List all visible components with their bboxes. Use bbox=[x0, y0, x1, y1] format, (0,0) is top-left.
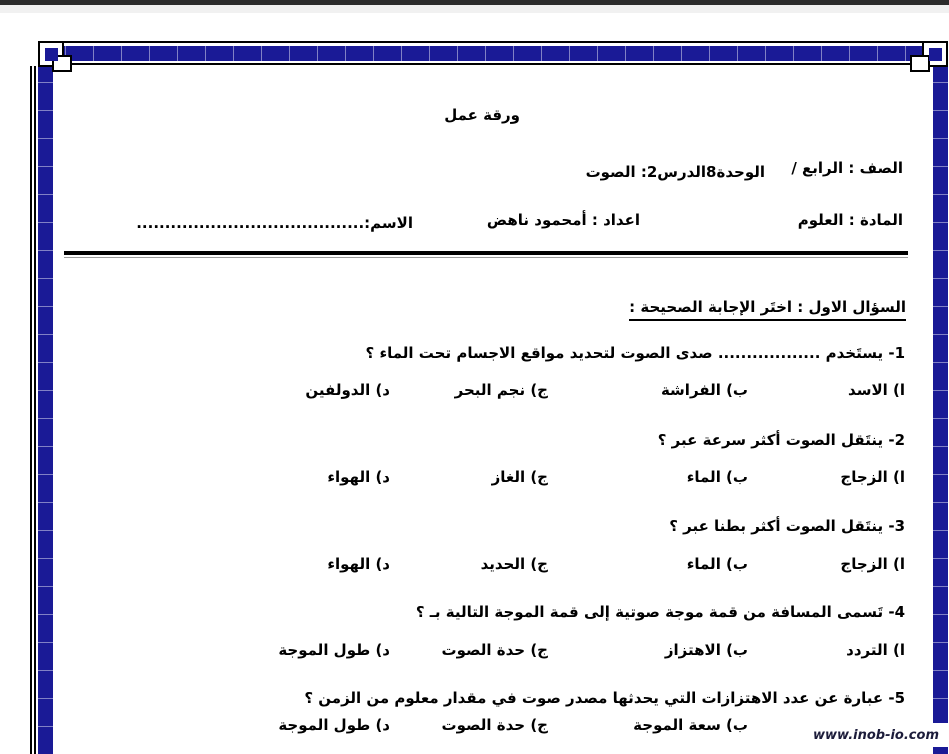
border-line-left-inner bbox=[34, 66, 36, 754]
class-label: الصف : الرابع / bbox=[791, 159, 903, 177]
watermark-box bbox=[791, 723, 949, 747]
prepared-by-label: اعداد : أمحمود ناهض bbox=[486, 211, 640, 229]
header-divider-shadow bbox=[64, 257, 908, 258]
question-2-text: 2- ينتَقل الصوت أكثر سرعة عبر ؟ bbox=[657, 431, 905, 449]
question-4-text: 4- تَسمى المسافة من قمة موجة صوتية إلى قمة الموجة التالية بـ ؟ bbox=[415, 603, 905, 621]
option-a: ا) التردد bbox=[846, 641, 905, 659]
question-1-text: 1- يستَخدم .................. صدى الصوت لتحديد مواقع الاجسام تحت الماء ؟ bbox=[365, 344, 905, 362]
question-2-options bbox=[65, 466, 905, 488]
option-b: ب) سعة الموجة bbox=[633, 716, 748, 734]
option-c: ج) الغاز bbox=[491, 468, 548, 486]
page-title: ورقة عمل bbox=[444, 106, 520, 124]
option-b: ب) الاهتزاز bbox=[664, 641, 748, 659]
question-3-text: 3- ينتَقل الصوت أكثر بطنا عبر ؟ bbox=[669, 517, 905, 535]
watermark-url: www.inob-io.com bbox=[813, 727, 939, 743]
option-c: ج) حدة الصوت bbox=[441, 641, 548, 659]
option-a: ا) الاسد bbox=[848, 381, 905, 399]
page-border-left bbox=[38, 46, 53, 754]
student-name-blank: الاسم:........................................ bbox=[136, 214, 413, 232]
option-a: ا) الزجاج bbox=[840, 468, 905, 486]
page-border-top bbox=[38, 46, 948, 61]
option-d: د) طول الموجة bbox=[278, 641, 390, 659]
option-c: ج) حدة الصوت bbox=[441, 716, 548, 734]
corner-fill-top-right bbox=[929, 48, 942, 61]
question-1-options bbox=[65, 379, 905, 401]
question-3-options bbox=[65, 553, 905, 575]
option-a: ا) الزجاج bbox=[840, 555, 905, 573]
header-divider bbox=[64, 251, 908, 255]
option-c: ج) نجم البحر bbox=[454, 381, 548, 399]
option-b: ب) الفراشة bbox=[660, 381, 748, 399]
option-d: د) طول الموجة bbox=[278, 716, 390, 734]
border-line-top-inner bbox=[64, 63, 922, 65]
corner-square-top-right-small bbox=[910, 55, 930, 72]
question-4-options bbox=[65, 639, 905, 661]
option-c: ج) الحديد bbox=[480, 555, 548, 573]
border-line-left-outer bbox=[30, 66, 32, 754]
corner-fill-top-left bbox=[45, 48, 58, 61]
subject-label: المادة : العلوم bbox=[797, 211, 903, 229]
option-b: ب) الماء bbox=[686, 468, 748, 486]
question-5-text: 5- عبارة عن عدد الاهتزازات التي يحدثها مصدر صوت في مقدار معلوم من الزمن ؟ bbox=[304, 689, 905, 707]
unit-label: الوحدة8الدرس2: الصوت bbox=[585, 163, 765, 181]
option-d: د) الدولفين bbox=[305, 381, 390, 399]
option-b: ب) الماء bbox=[686, 555, 748, 573]
window-chrome-strip bbox=[0, 5, 949, 13]
section-heading: السؤال الاول : اختَر الإجابة الصحيحة : bbox=[629, 298, 906, 321]
option-d: د) الهواء bbox=[327, 555, 390, 573]
option-d: د) الهواء bbox=[327, 468, 390, 486]
page-border-right bbox=[933, 46, 948, 754]
question-5-options bbox=[65, 714, 905, 736]
border-line-top-outer bbox=[64, 41, 922, 43]
